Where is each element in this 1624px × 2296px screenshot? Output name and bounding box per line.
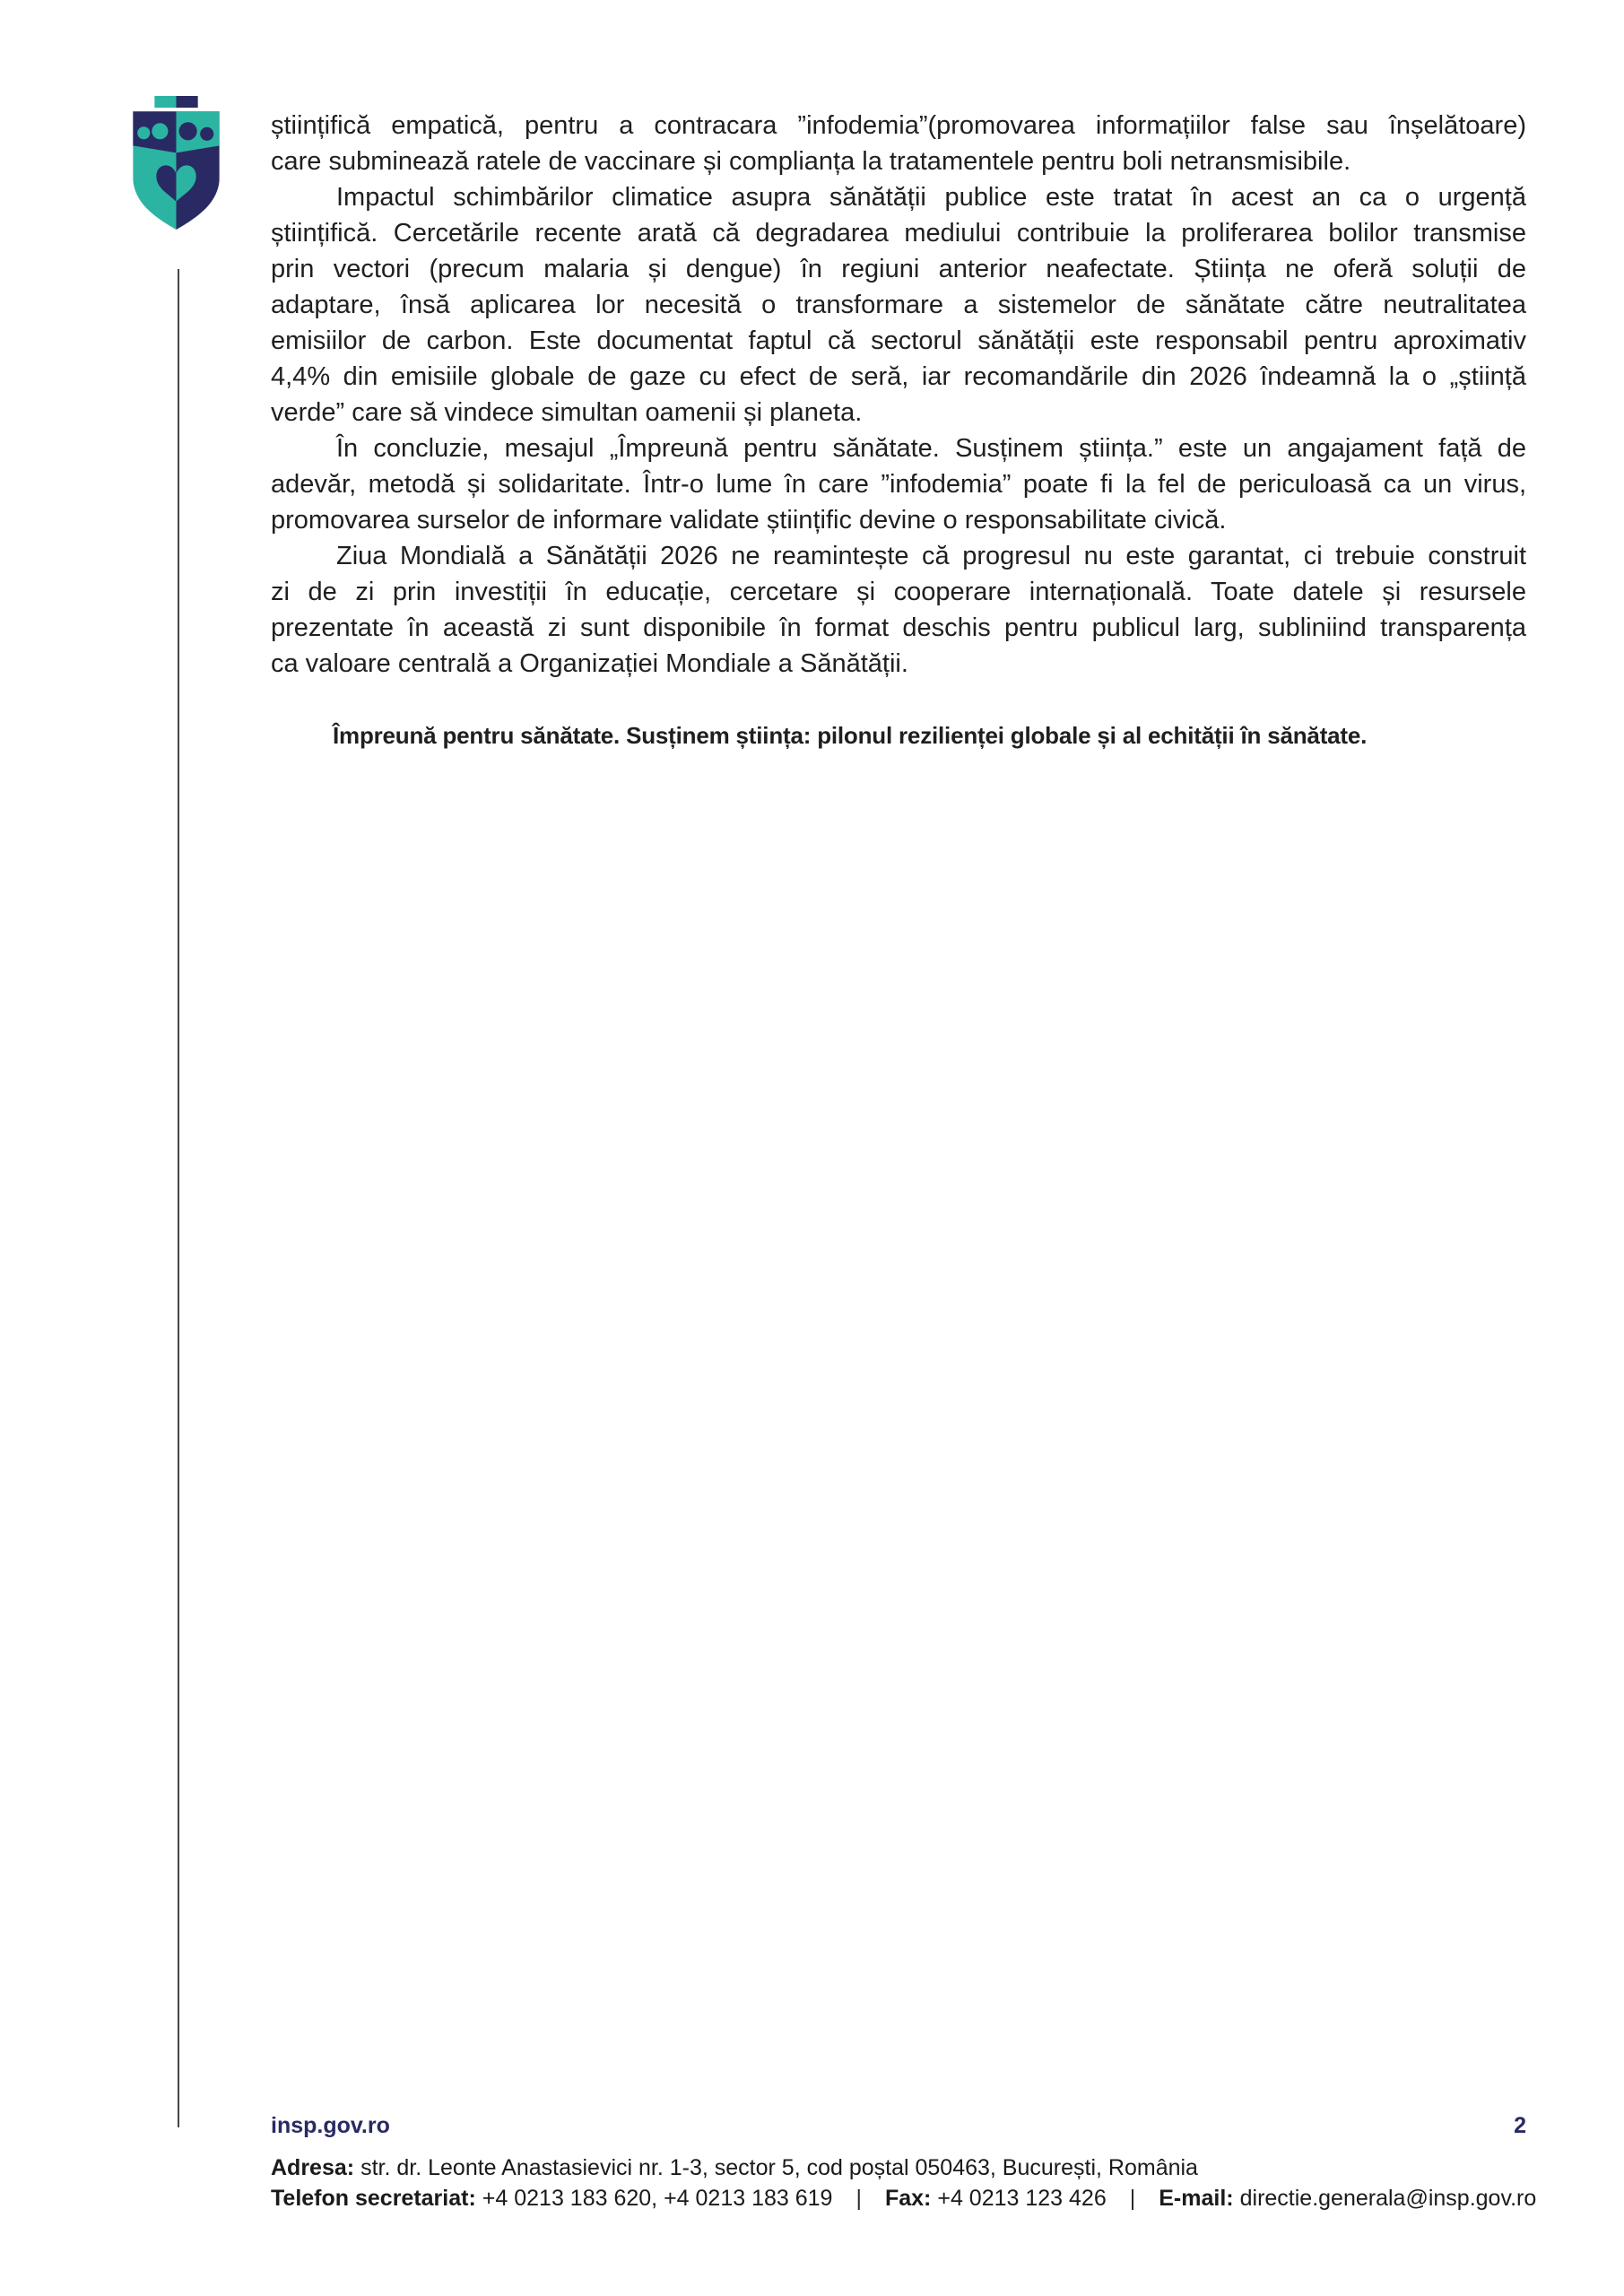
body-line: prin vectori (precum malaria și dengue) în regiuni anterior neafectate. Știința ne oferă soluții de [271,255,1526,283]
footer-phone-line [271,2183,1537,2213]
body-line: prezentate în această zi sunt disponibile în format deschis pentru publicul larg, subliniind transparența [271,613,1526,642]
body-line: Ziua Mondială a Sănătății 2026 ne reamintește că progresul nu este garantat, ci trebuie construit [336,542,1526,570]
body-line: verde” care să vindece simultan oamenii și planeta. [271,398,863,427]
body-line: adaptare, însă aplicarea lor necesită o transformare a sistemelor de sănătate către neutralitatea [271,291,1526,319]
body-line: ca valoare centrală a Organizației Mondiale a Sănătății. [271,649,908,678]
footer-separator: | [855,2186,862,2211]
fax-value: +4 0213 123 426 [937,2186,1107,2211]
body-line: 4,4% din emisiile globale de gaze cu efect de seră, iar recomandările din 2026 îndeamnă la o „știință [271,362,1526,391]
body-line: promovarea surselor de informare validate științific devine o responsabilitate civică. [271,506,1227,535]
body-line: care subminează ratele de vaccinare și complianța la tratamentele pentru boli netransmisibile. [271,147,1351,176]
left-margin-rule [178,269,179,2127]
address-value: str. dr. Leonte Anastasievici nr. 1-3, sector 5, cod poștal 050463, București, România [360,2155,1198,2180]
page-number: 2 [1514,2113,1526,2138]
body-line: științifică. Cercetările recente arată că degradarea mediului contribuie la proliferarea bolilor transmise [271,219,1526,248]
body-line: Impactul schimbărilor climatice asupra sănătății publice este tratat în acest an ca o urgență [336,183,1526,212]
logo-circle [179,122,197,140]
body-line: științifică empatică, pentru a contracara ”infodemia”(promovarea informațiilor false sau înșelătoare) [271,111,1526,140]
logo-shield [133,111,220,230]
logo-circle [200,127,213,141]
fax-label: Fax: [884,2186,932,2211]
body-text [271,108,1526,753]
footer-address-line [271,2152,1526,2183]
phone-value: +4 0213 183 620, +4 0213 183 619 [482,2186,833,2211]
logo-circle [137,126,150,139]
logo-top-bar [154,96,197,108]
closing-statement: Împreună pentru sănătate. Susținem știința: pilonul rezilienței globale și al echității în sănătate. [333,722,1368,749]
insp-shield-logo-icon [131,96,221,230]
footer-separator: | [1129,2186,1136,2211]
body-line: În concluzie, mesajul „Împreună pentru sănătate. Susținem știința.” este un angajament față de [336,434,1526,463]
address-label: Adresa: [271,2155,355,2180]
body-line: adevăr, metodă și solidaritate. Într-o lume în care ”infodemia” poate fi la fel de periculoasă ca un virus, [271,470,1526,499]
body-line: zi de zi prin investiții în educație, cercetare și cooperare internațională. Toate datele și resursele [271,578,1526,606]
body-line: emisiilor de carbon. Este documentat faptul că sectorul sănătății este responsabil pentru aproximativ [271,326,1526,355]
logo-circle [152,123,168,139]
email-label: E-mail: [1159,2186,1234,2211]
email-value: directie.generala@insp.gov.ro [1239,2186,1537,2211]
phone-label: Telefon secretariat: [271,2186,476,2211]
footer-website: insp.gov.ro [271,2113,390,2138]
footer-contact [271,2152,1537,2213]
